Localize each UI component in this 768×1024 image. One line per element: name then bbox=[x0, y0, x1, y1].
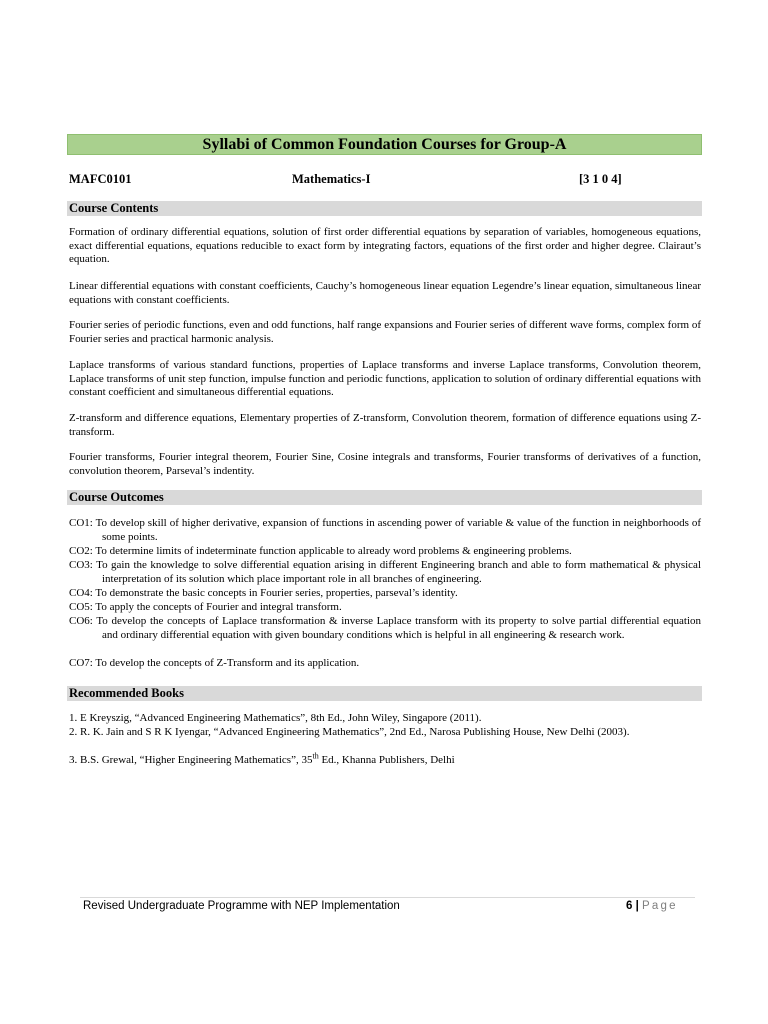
outcome-item: CO2: To determine limits of indeterminate function applicable to already word problems & engineering problems. bbox=[69, 545, 572, 557]
superscript: th bbox=[312, 751, 319, 761]
section-heading-books: Recommended Books bbox=[67, 686, 702, 701]
outcome-item: CO7: To develop the concepts of Z-Transform and its application. bbox=[69, 657, 360, 669]
outcome-item: CO4: To demonstrate the basic concepts in Fourier series, properties, parseval’s identity. bbox=[69, 587, 458, 599]
outcome-item: CO5: To apply the concepts of Fourier and integral transform. bbox=[69, 601, 342, 613]
page-title: Syllabi of Common Foundation Courses for Group-A bbox=[67, 134, 702, 155]
course-code: MAFC0101 bbox=[69, 172, 132, 186]
footer-divider bbox=[80, 897, 695, 898]
contents-paragraph: Linear differential equations with constant coefficients, Cauchy’s homogeneous linear equation Legendre’s linear equation, simultaneous linear equations with constant coefficients. bbox=[69, 280, 701, 306]
page-number: 6 bbox=[626, 900, 633, 912]
section-heading-outcomes: Course Outcomes bbox=[67, 490, 702, 505]
contents-paragraph: Z-transform and difference equations, Elementary properties of Z-transform, Convolution theorem, formation of difference equations using Z-transform. bbox=[69, 412, 701, 438]
book-item: 1. E Kreyszig, “Advanced Engineering Mathematics”, 8th Ed., John Wiley, Singapore (2011). bbox=[69, 712, 482, 724]
outcome-item: CO1: To develop skill of higher derivative, expansion of functions in ascending power of variable & value of the function in neighborhoods of some points. bbox=[69, 517, 701, 543]
footer-text: Revised Undergraduate Programme with NEP Implementation bbox=[83, 900, 400, 912]
page-separator: | bbox=[635, 900, 639, 912]
outcome-item: CO3: To gain the knowledge to solve differential equation arising in different Engineering branch and able to form mathematical & physical interpretation of its solution which place important role in all branches of engineering. bbox=[69, 559, 701, 585]
course-credits: [3 1 0 4] bbox=[579, 172, 622, 186]
contents-paragraph: Formation of ordinary differential equations, solution of first order differential equations by separation of variables, homogeneous equations, exact differential equations, equations reducible to exact form by integrating factors, equations of the first order and higher degree. Clairaut’s equation. bbox=[69, 226, 701, 266]
book-item: 2. R. K. Jain and S R K Iyengar, “Advanced Engineering Mathematics”, 2nd Ed., Narosa Publishing House, New Delhi (2003). bbox=[69, 726, 630, 738]
contents-paragraph: Fourier transforms, Fourier integral theorem, Fourier Sine, Cosine integrals and transforms, Fourier transforms of derivatives of a function, convolution theorem, Parseval’s indentity. bbox=[69, 451, 701, 477]
book-text: 3. B.S. Grewal, “Higher Engineering Mathematics”, 35 bbox=[69, 754, 313, 766]
book-item bbox=[69, 751, 701, 768]
page-label: Page bbox=[642, 900, 678, 912]
contents-paragraph: Laplace transforms of various standard functions, properties of Laplace transforms and inverse Laplace transforms, Convolution theorem, Laplace transforms of unit step function, impulse function and periodic functions, application to solution of ordinary differential equations with constant coefficient and simultaneous differential equations. bbox=[69, 359, 701, 399]
book-text: Ed., Khanna Publishers, Delhi bbox=[318, 754, 455, 766]
outcome-item: CO6: To develop the concepts of Laplace transformation & inverse Laplace transform with its property to solve partial differential equation and ordinary differential equation with given boundary conditions which is helpful in all engineering & research work. bbox=[69, 615, 701, 641]
course-name: Mathematics-I bbox=[292, 172, 371, 186]
contents-paragraph: Fourier series of periodic functions, even and odd functions, half range expansions and Fourier series of different wave forms, complex form of Fourier series and practical harmonic analysis. bbox=[69, 319, 701, 345]
course-header-row bbox=[69, 171, 702, 187]
page-indicator bbox=[626, 899, 678, 913]
section-heading-contents: Course Contents bbox=[67, 201, 702, 216]
